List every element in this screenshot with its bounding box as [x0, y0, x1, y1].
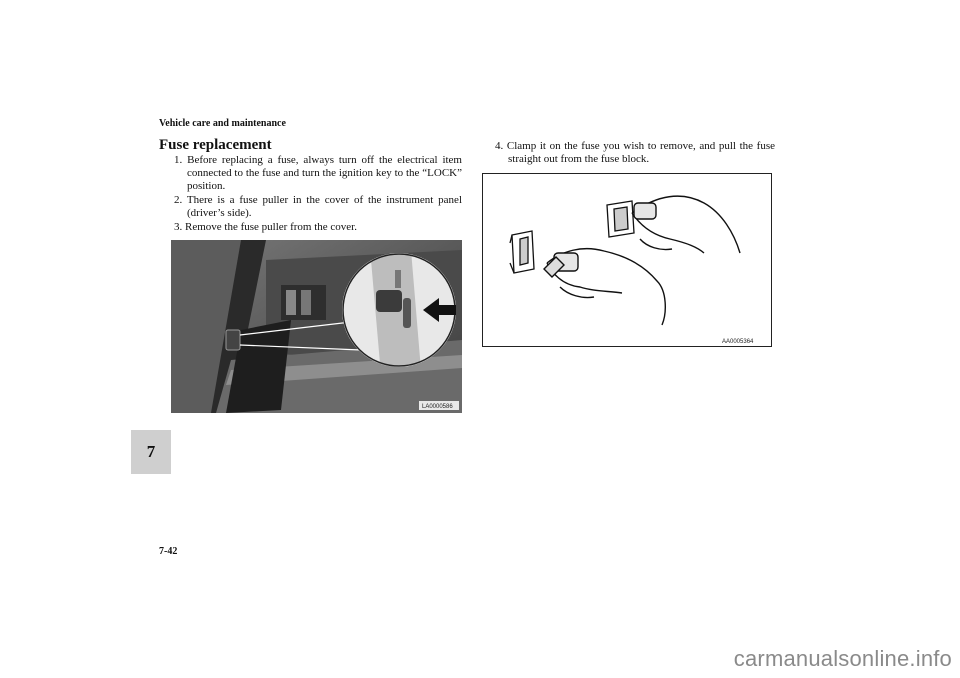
instrument-panel-figure	[171, 240, 462, 413]
step-1: 1. Before replacing a fuse, always turn off the electrical item connected to the fuse and turn the ignition key to the “LOCK” position.	[174, 154, 462, 192]
steps-list-left	[174, 154, 462, 235]
chapter-tab: 7	[131, 430, 171, 474]
page-number: 7-42	[159, 546, 178, 557]
fuse-figure-code: AA0005364	[722, 339, 754, 345]
step-2: 2. There is a fuse puller in the cover of the instrument panel (driver’s side).	[174, 194, 462, 219]
running-header: Vehicle care and maintenance	[159, 118, 286, 129]
steps-list-right	[495, 140, 775, 167]
step-4: 4. Clamp it on the fuse you wish to remove, and pull the fuse straight out from the fuse block.	[495, 140, 775, 165]
watermark-link[interactable]: carmanualsonline.info	[733, 646, 952, 671]
panel-figure-code: LA0000586	[422, 404, 453, 410]
fuse-puller-figure	[482, 173, 772, 347]
section-title: Fuse replacement	[159, 137, 272, 153]
step-3: 3. Remove the fuse puller from the cover.	[174, 221, 357, 233]
